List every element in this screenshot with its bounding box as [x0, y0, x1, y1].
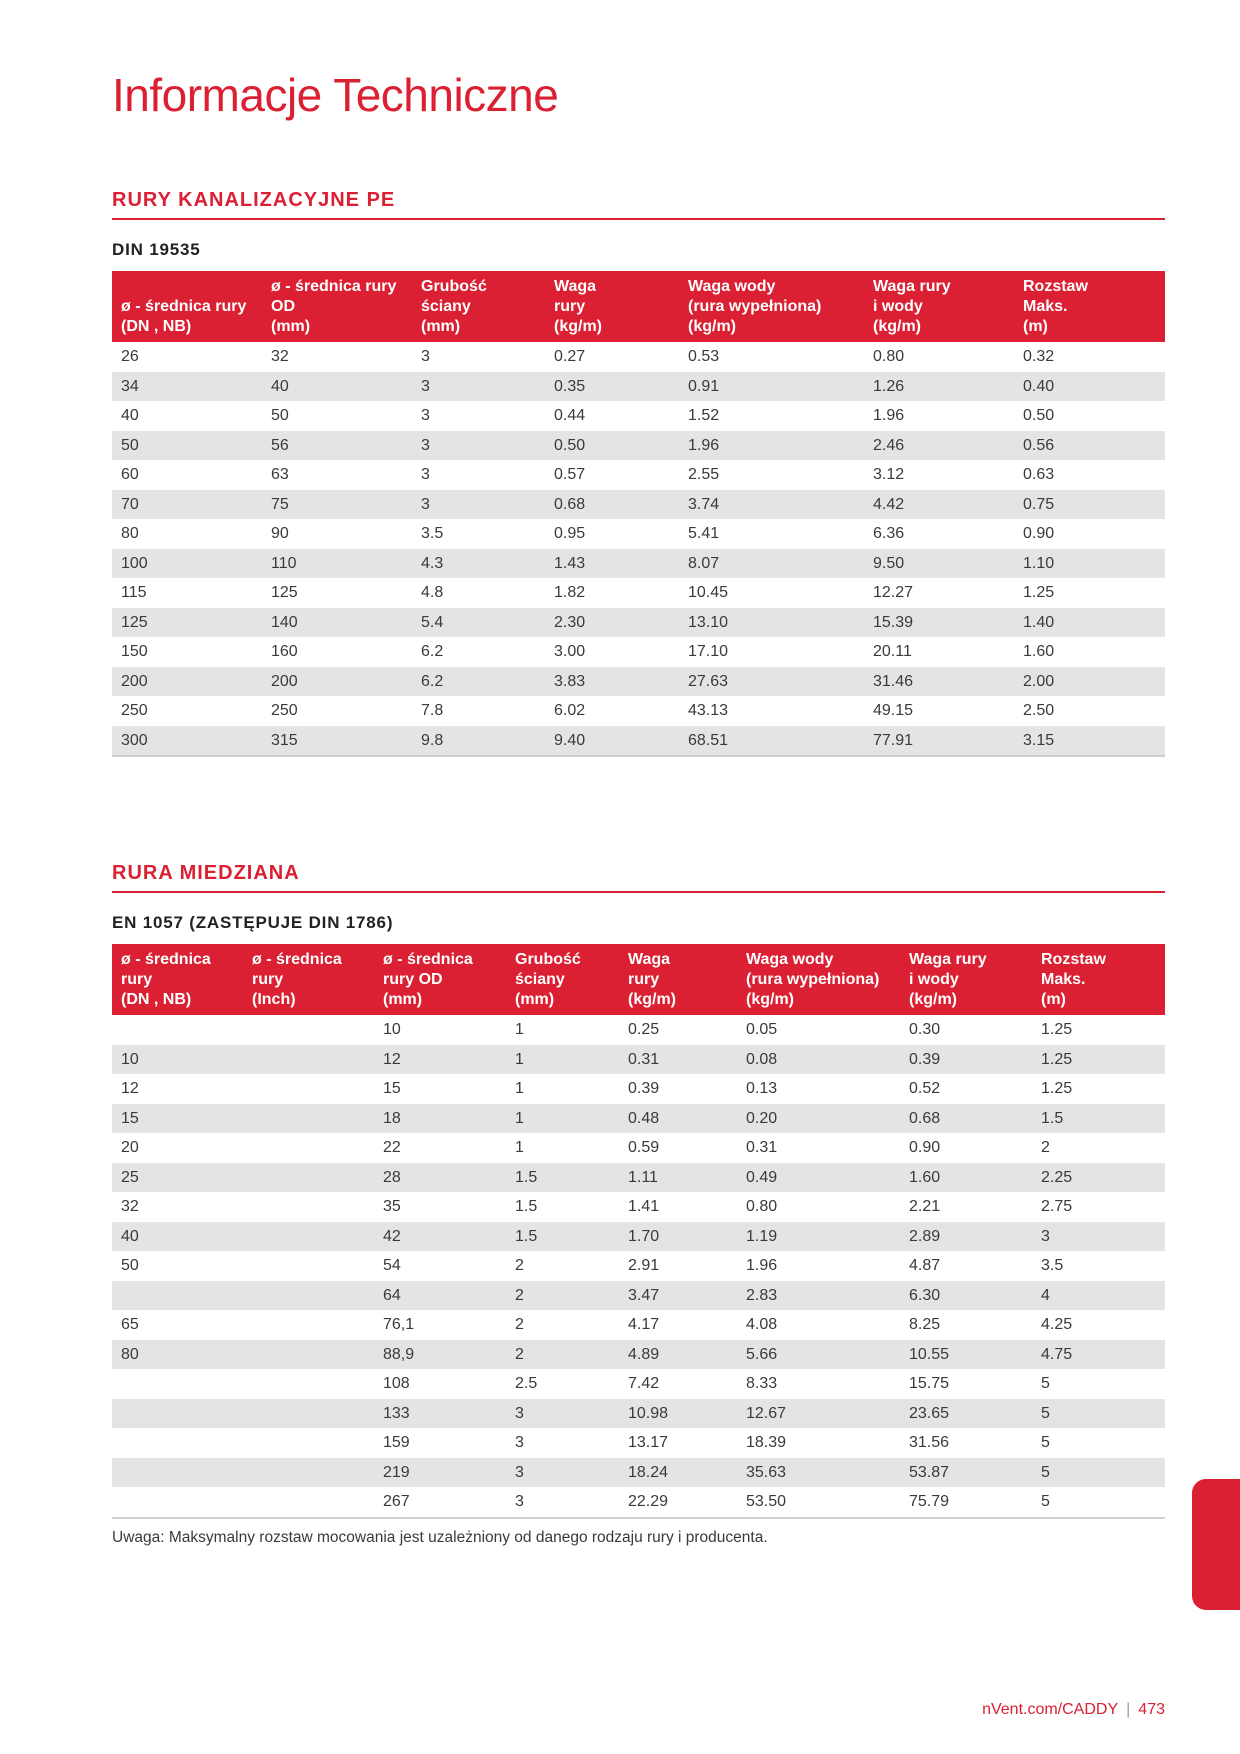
table-cell: 0.39 [628, 1080, 660, 1097]
table-cell: 3 [506, 1458, 619, 1488]
table-cell [243, 1074, 374, 1104]
column-header: Rozstaw Maks. (m) [1014, 271, 1165, 342]
table-cell: 250 [271, 702, 298, 719]
table-cell: 15.75 [909, 1375, 950, 1392]
table-cell: 2 [515, 1257, 524, 1274]
table-cell: 12 [374, 1045, 506, 1075]
table-cell: 12.27 [873, 584, 914, 601]
table-cell [243, 1310, 374, 1340]
footer-url[interactable]: nVent.com/CADDY [982, 1701, 1119, 1718]
table-cell: 1.60 [900, 1163, 1032, 1193]
table-cell: 76,1 [383, 1316, 415, 1333]
table-cell: 0.91 [679, 372, 864, 402]
footnote: Uwaga: Maksymalny rozstaw mocowania jest uzależniony od danego rodzaju rury i producenta. [112, 1529, 768, 1546]
table-cell: 9.40 [545, 726, 679, 757]
column-header: Waga wody (rura wypełniona) (kg/m) [679, 271, 864, 342]
table-cell: 1 [506, 1104, 619, 1134]
column-header: Waga rury (kg/m) [619, 944, 737, 1015]
table-cell: 1.70 [619, 1222, 737, 1252]
table-cell: 0.13 [746, 1080, 778, 1097]
table-cell: 0.08 [737, 1045, 900, 1075]
table-cell: 3 [412, 372, 545, 402]
table-cell: 4.75 [1032, 1340, 1165, 1370]
table-cell: 9.8 [412, 726, 545, 757]
table-cell: 0.05 [746, 1021, 778, 1038]
section-subtitle: EN 1057 (ZASTĘPUJE DIN 1786) [112, 913, 394, 932]
table-cell: 32 [271, 348, 289, 365]
table-cell: 22.29 [619, 1487, 737, 1518]
table-cell: 1.25 [1023, 584, 1055, 601]
table-cell: 0.25 [628, 1021, 660, 1038]
table-cell: 0.50 [545, 431, 679, 461]
table-cell: 0.44 [554, 407, 586, 424]
table-row [112, 1074, 1165, 1104]
table-cell: 3.5 [421, 525, 444, 542]
table-cell: 1.43 [545, 549, 679, 579]
table-cell: 1.82 [554, 584, 586, 601]
table-cell: 31.46 [864, 667, 1014, 697]
table-cell: 2.30 [545, 608, 679, 638]
table-cell: 4.25 [1041, 1316, 1073, 1333]
column-header: ø - średnica rury (Inch) [243, 944, 374, 1015]
table-cell [243, 1192, 374, 1222]
table-cell: 12 [121, 1080, 139, 1097]
table-cell: 0.95 [554, 525, 586, 542]
table-cell: 0.57 [554, 466, 586, 483]
table-cell: 1.5 [506, 1222, 619, 1252]
table-cell: 53.50 [737, 1487, 900, 1518]
table-cell: 4.42 [864, 490, 1014, 520]
table-cell: 0.75 [1014, 490, 1165, 520]
table-cell: 3 [412, 490, 545, 520]
table-cell: 34 [112, 372, 262, 402]
table-cell: 2 [506, 1340, 619, 1370]
copper-pipe-table [112, 944, 1165, 1519]
table-cell: 18.39 [746, 1434, 787, 1451]
table-cell [243, 1133, 374, 1163]
table-cell: 0.20 [737, 1104, 900, 1134]
table-cell: 1.5 [1032, 1104, 1165, 1134]
table-cell: 40 [262, 372, 412, 402]
table-cell: 0.56 [1014, 431, 1165, 461]
table-row [112, 608, 1165, 638]
table-cell: 68.51 [679, 726, 864, 757]
table-row [112, 431, 1165, 461]
table-row [112, 696, 1165, 726]
table-cell: 2 [506, 1281, 619, 1311]
table-cell: 2 [1041, 1139, 1050, 1156]
table-cell: 0.30 [909, 1021, 941, 1038]
table-cell: 5 [1041, 1434, 1050, 1451]
table-cell: 3.74 [679, 490, 864, 520]
table-row [112, 1487, 1165, 1518]
table-row [112, 1399, 1165, 1429]
table-cell: 160 [271, 643, 298, 660]
table-row [112, 637, 1165, 667]
table-cell: 1.52 [688, 407, 720, 424]
table-cell: 1 [515, 1021, 524, 1038]
table-cell: 133 [374, 1399, 506, 1429]
table-row [112, 342, 1165, 372]
table-cell: 2.89 [900, 1222, 1032, 1252]
table-cell [243, 1163, 374, 1193]
table-cell: 2.50 [1023, 702, 1055, 719]
table-cell: 64 [374, 1281, 506, 1311]
table-cell: 27.63 [679, 667, 864, 697]
table-cell: 3.15 [1014, 726, 1165, 757]
table-cell: 1 [515, 1080, 524, 1097]
table-cell: 13.10 [679, 608, 864, 638]
table-cell: 0.53 [688, 348, 720, 365]
table-cell: 4.8 [421, 584, 444, 601]
footer-separator: | [1126, 1701, 1131, 1718]
table-cell: 6.2 [421, 643, 444, 660]
table-cell: 315 [262, 726, 412, 757]
table-cell: 12.67 [737, 1399, 900, 1429]
table-cell: 0.39 [900, 1045, 1032, 1075]
table-cell: 1.60 [1023, 643, 1055, 660]
table-cell [243, 1428, 374, 1458]
table-cell: 110 [262, 549, 412, 579]
table-cell: 1.11 [619, 1163, 737, 1193]
table-cell: 1.41 [628, 1198, 660, 1215]
table-cell: 18.24 [619, 1458, 737, 1488]
table-cell: 25 [112, 1163, 243, 1193]
table-row [112, 1310, 1165, 1340]
table-cell: 22 [383, 1139, 401, 1156]
table-row [112, 549, 1165, 579]
table-cell: 0.48 [619, 1104, 737, 1134]
table-cell [243, 1369, 374, 1399]
table-cell: 3.47 [619, 1281, 737, 1311]
table-cell: 3 [506, 1399, 619, 1429]
table-cell: 80 [121, 525, 139, 542]
table-cell: 1.96 [679, 431, 864, 461]
table-cell: 2.21 [909, 1198, 941, 1215]
table-cell: 50 [271, 407, 289, 424]
table-cell: 20 [121, 1139, 139, 1156]
table-cell: 200 [112, 667, 262, 697]
table-cell: 2.5 [515, 1375, 538, 1392]
table-cell: 15.39 [864, 608, 1014, 638]
table-cell: 0.68 [545, 490, 679, 520]
table-cell: 18 [374, 1104, 506, 1134]
table-cell [243, 1458, 374, 1488]
table-cell: 15 [112, 1104, 243, 1134]
table-cell: 3 [506, 1487, 619, 1518]
table-cell: 0.31 [746, 1139, 778, 1156]
section-pe-pipes [112, 189, 1165, 757]
table-cell: 80 [112, 1340, 243, 1370]
table-cell: 0.80 [746, 1198, 778, 1215]
section-title: RURA MIEDZIANA [112, 862, 1165, 893]
table-cell: 159 [383, 1434, 410, 1451]
table-cell: 2.25 [1032, 1163, 1165, 1193]
table-cell [112, 1487, 243, 1518]
section-title: RURY KANALIZACYJNE PE [112, 189, 1165, 220]
table-cell: 9.50 [864, 549, 1014, 579]
table-cell: 0.50 [1023, 407, 1055, 424]
table-cell: 77.91 [864, 726, 1014, 757]
table-cell: 1.5 [515, 1198, 538, 1215]
table-cell: 3 [421, 466, 430, 483]
table-row [112, 578, 1165, 608]
table-header-row [112, 271, 1165, 342]
table-cell: 28 [374, 1163, 506, 1193]
table-row [112, 1104, 1165, 1134]
table-cell: 50 [112, 431, 262, 461]
table-cell [112, 1015, 243, 1045]
table-cell [112, 1399, 243, 1429]
table-cell [243, 1340, 374, 1370]
page-footer [982, 1701, 1165, 1719]
table-cell [243, 1251, 374, 1281]
table-header-row [112, 944, 1165, 1015]
table-cell [112, 1458, 243, 1488]
table-cell: 1.40 [1014, 608, 1165, 638]
table-cell: 1 [506, 1045, 619, 1075]
table-cell: 31.56 [909, 1434, 950, 1451]
table-cell: 4.87 [909, 1257, 941, 1274]
table-cell: 1.96 [873, 407, 905, 424]
table-cell: 1.5 [506, 1163, 619, 1193]
table-row [112, 1045, 1165, 1075]
table-cell: 4.89 [619, 1340, 737, 1370]
table-cell: 250 [121, 702, 148, 719]
table-cell: 54 [383, 1257, 401, 1274]
table-cell: 70 [112, 490, 262, 520]
table-cell: 63 [271, 466, 289, 483]
table-row [112, 372, 1165, 402]
table-cell: 3.5 [1041, 1257, 1064, 1274]
table-cell: 100 [112, 549, 262, 579]
table-row [112, 1458, 1165, 1488]
table-cell: 3.12 [873, 466, 905, 483]
table-cell: 13.17 [628, 1434, 669, 1451]
table-cell: 32 [121, 1198, 139, 1215]
table-cell: 3 [412, 431, 545, 461]
table-cell: 6.02 [554, 702, 586, 719]
column-header: ø - średnica rury (DN , NB) [112, 944, 243, 1015]
table-row [112, 1222, 1165, 1252]
table-cell: 0.63 [1023, 466, 1055, 483]
table-cell: 2.46 [864, 431, 1014, 461]
table-row [112, 1251, 1165, 1281]
table-cell: 4 [1032, 1281, 1165, 1311]
table-cell [112, 1281, 243, 1311]
table-cell: 6.2 [412, 667, 545, 697]
table-cell: 90 [271, 525, 289, 542]
column-header: ø - średnica rury (DN , NB) [112, 271, 262, 342]
table-cell: 140 [262, 608, 412, 638]
table-cell: 8.07 [679, 549, 864, 579]
table-cell: 2.55 [688, 466, 720, 483]
table-row [112, 1015, 1165, 1045]
table-cell: 0.90 [1023, 525, 1055, 542]
table-cell: 3.00 [554, 643, 586, 660]
column-header: ø - średnica rury OD (mm) [374, 944, 506, 1015]
table-cell: 23.65 [900, 1399, 1032, 1429]
table-cell: 150 [121, 643, 148, 660]
column-header: ø - średnica rury OD (mm) [262, 271, 412, 342]
table-cell: 43.13 [688, 702, 729, 719]
column-header: Grubość ściany (mm) [412, 271, 545, 342]
table-cell: 5.41 [688, 525, 720, 542]
table-cell: 4.3 [412, 549, 545, 579]
table-cell: 5.4 [412, 608, 545, 638]
table-row [112, 1340, 1165, 1370]
table-cell: 0.35 [545, 372, 679, 402]
table-row [112, 1163, 1165, 1193]
table-cell: 1.10 [1014, 549, 1165, 579]
table-row [112, 1428, 1165, 1458]
table-cell [243, 1222, 374, 1252]
table-cell: 1.26 [864, 372, 1014, 402]
section-copper-pipes [112, 862, 1165, 1519]
table-cell: 10 [112, 1045, 243, 1075]
column-header: Waga rury i wody (kg/m) [900, 944, 1032, 1015]
table-cell: 6.36 [873, 525, 905, 542]
pe-pipe-table [112, 271, 1165, 757]
table-cell: 88,9 [374, 1340, 506, 1370]
table-cell: 0.52 [909, 1080, 941, 1097]
table-cell: 15 [383, 1080, 401, 1097]
table-cell: 2 [515, 1316, 524, 1333]
table-row [112, 401, 1165, 431]
table-cell: 1.25 [1041, 1021, 1073, 1038]
table-cell: 50 [121, 1257, 139, 1274]
table-cell [243, 1399, 374, 1429]
table-cell: 65 [121, 1316, 139, 1333]
table-cell: 5 [1041, 1375, 1050, 1392]
table-row [112, 1369, 1165, 1399]
table-cell: 5 [1032, 1487, 1165, 1518]
table-cell: 3 [1032, 1222, 1165, 1252]
table-body [112, 1015, 1165, 1518]
table-row [112, 1192, 1165, 1222]
table-cell: 49.15 [873, 702, 914, 719]
table-cell: 0.90 [909, 1139, 941, 1156]
table-cell [243, 1281, 374, 1311]
section-subtitle: DIN 19535 [112, 240, 201, 259]
table-cell: 35 [383, 1198, 401, 1215]
table-cell: 5 [1032, 1399, 1165, 1429]
table-cell: 1.19 [737, 1222, 900, 1252]
table-cell: 20.11 [873, 643, 912, 660]
column-header: Waga rury i wody (kg/m) [864, 271, 1014, 342]
table-cell: 267 [374, 1487, 506, 1518]
table-cell: 4.17 [628, 1316, 660, 1333]
table-cell: 200 [262, 667, 412, 697]
table-cell: 5 [1032, 1458, 1165, 1488]
page-title: Informacje Techniczne [112, 69, 559, 121]
table-cell: 1.25 [1032, 1045, 1165, 1075]
table-row [112, 1133, 1165, 1163]
table-cell: 7.8 [421, 702, 444, 719]
table-cell: 5.66 [737, 1340, 900, 1370]
table-row [112, 726, 1165, 757]
table-row [112, 490, 1165, 520]
table-row [112, 1281, 1165, 1311]
table-cell: 10.98 [619, 1399, 737, 1429]
table-cell: 1.25 [1041, 1080, 1073, 1097]
table-cell: 35.63 [737, 1458, 900, 1488]
page-number: 473 [1138, 1701, 1165, 1718]
table-cell: 0.68 [900, 1104, 1032, 1134]
table-cell: 3 [421, 407, 430, 424]
table-cell [243, 1487, 374, 1518]
table-cell: 40 [112, 1222, 243, 1252]
table-cell: 42 [374, 1222, 506, 1252]
table-cell: 3 [421, 348, 430, 365]
table-cell: 125 [271, 584, 298, 601]
table-cell: 0.32 [1023, 348, 1055, 365]
column-header: Waga rury (kg/m) [545, 271, 679, 342]
table-cell: 60 [121, 466, 139, 483]
table-row [112, 667, 1165, 697]
table-cell: 7.42 [628, 1375, 660, 1392]
table-cell: 3 [515, 1434, 524, 1451]
table-cell: 4.08 [746, 1316, 778, 1333]
table-cell: 125 [112, 608, 262, 638]
table-cell: 75 [262, 490, 412, 520]
table-cell: 115 [121, 584, 147, 601]
table-cell: 10.45 [688, 584, 729, 601]
table-cell: 0.27 [554, 348, 586, 365]
table-cell: 1.96 [746, 1257, 778, 1274]
table-cell: 8.25 [909, 1316, 941, 1333]
table-cell: 53.87 [900, 1458, 1032, 1488]
table-cell [243, 1045, 374, 1075]
column-header: Grubość ściany (mm) [506, 944, 619, 1015]
table-body [112, 342, 1165, 756]
table-cell: 26 [121, 348, 139, 365]
table-cell: 0.80 [873, 348, 905, 365]
table-row [112, 460, 1165, 490]
table-cell: 0.49 [737, 1163, 900, 1193]
table-cell: 0.59 [628, 1139, 660, 1156]
table-cell: 1 [515, 1139, 524, 1156]
table-cell [112, 1428, 243, 1458]
table-cell: 6.30 [900, 1281, 1032, 1311]
table-cell: 2.00 [1014, 667, 1165, 697]
table-cell: 40 [121, 407, 139, 424]
table-cell [243, 1104, 374, 1134]
table-cell: 17.10 [688, 643, 729, 660]
column-header: Waga wody (rura wypełniona) (kg/m) [737, 944, 900, 1015]
table-cell: 10 [383, 1021, 401, 1038]
table-cell: 8.33 [746, 1375, 778, 1392]
table-cell: 219 [374, 1458, 506, 1488]
table-cell: 108 [383, 1375, 410, 1392]
table-cell: 2.75 [1041, 1198, 1073, 1215]
table-cell: 0.40 [1014, 372, 1165, 402]
table-cell: 2.83 [737, 1281, 900, 1311]
column-header: Rozstaw Maks. (m) [1032, 944, 1165, 1015]
table-cell: 3.83 [545, 667, 679, 697]
table-cell: 75.79 [900, 1487, 1032, 1518]
table-cell [112, 1369, 243, 1399]
table-cell: 300 [112, 726, 262, 757]
chapter-tab [1192, 1479, 1240, 1610]
table-row [112, 519, 1165, 549]
table-cell: 2.91 [628, 1257, 660, 1274]
table-cell [243, 1015, 374, 1045]
table-cell: 0.31 [619, 1045, 737, 1075]
table-cell: 10.55 [900, 1340, 1032, 1370]
table-cell: 56 [262, 431, 412, 461]
